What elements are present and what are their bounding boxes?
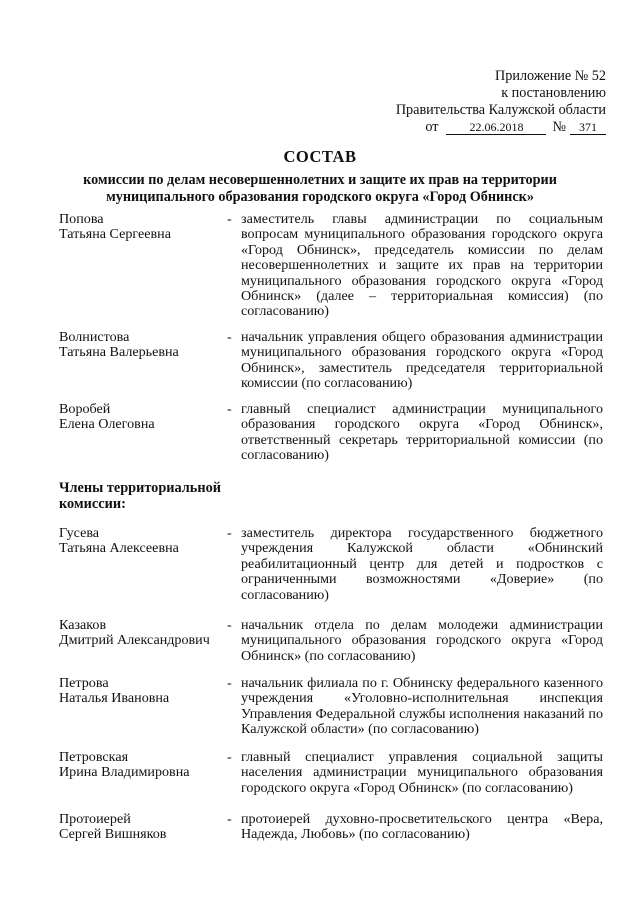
person-surname: Протоиерей [59,811,131,827]
person-name [59,676,224,707]
dash: - [227,525,232,541]
person-given-name: Дмитрий Александрович [59,632,210,649]
person-role: главный специалист администрации муниципального образования городского округа «Город Обнинск», ответственный секретарь территориальной комиссии (по согласованию) [241,401,603,464]
dash: - [227,211,232,227]
from-label: от [425,119,439,135]
members-heading: Члены территориальной комиссии: [59,480,221,512]
person-surname: Волнистова [59,329,130,345]
number-label: № [552,119,566,135]
person-given-name: Татьяна Алексеевна [59,540,179,557]
person-name [59,402,224,433]
person-surname: Гусева [59,525,100,541]
person-surname: Петровская [59,749,129,765]
dash: - [227,749,232,765]
person-role: начальник управления общего образования администрации муниципального образования городского округа «Город Обнинск», заместитель председателя территориальной комиссии (по согласованию) [241,329,603,392]
appendix-resolution: к постановлению [501,85,606,101]
person-surname: Воробей [59,401,111,417]
appendix-date-line [396,119,606,136]
person-given-name: Сергей Вишняков [59,826,167,843]
person-given-name: Татьяна Валерьевна [59,344,179,361]
person-name [59,812,224,843]
person-role: начальник филиала по г. Обнинску федерального казенного учреждения «Уголовно-исполнительная инспекция Управления Федеральной службы исполнения наказаний по Калужской области» (по согласованию) [241,675,603,738]
person-role: протоиерей духовно-просветительского центра «Вера, Надежда, Любовь» (по согласованию) [241,811,603,843]
person-surname: Казаков [59,617,107,633]
person-name [59,526,224,557]
document-title: СОСТАВ [283,147,357,166]
person-given-name: Ирина Владимировна [59,764,190,781]
appendix-header [396,68,606,136]
resolution-number: 371 [570,120,606,135]
resolution-date: 22.06.2018 [446,120,546,135]
dash: - [227,329,232,345]
document-title-block [0,147,640,206]
dash: - [227,811,232,827]
person-surname: Петрова [59,675,109,691]
person-role: начальник отдела по делам молодежи администрации муниципального образования городского округа «Город Обнинск» (по согласованию) [241,617,603,664]
person-given-name: Елена Олеговна [59,416,155,433]
dash: - [227,617,232,633]
person-name [59,618,224,649]
appendix-government: Правительства Калужской области [395,102,606,118]
person-name [59,212,224,243]
person-role: заместитель главы администрации по социальным вопросам муниципального образования городского округа «Город Обнинск», председатель комиссии по делам несовершеннолетних и защите их прав на территории муниципального образования городского округа «Город Обнинск» (далее – территориальная комиссия) (по согласованию) [241,211,603,320]
document-subtitle: комиссии по делам несовершеннолетних и защите их прав на территории муниципального образования городского округа «Город Обнинск» [83,172,557,205]
dash: - [227,401,232,417]
person-role: главный специалист управления социальной защиты населения администрации муниципального образования городского округа «Город Обнинск» (по согласованию) [241,749,603,796]
person-name [59,750,224,781]
person-name [59,330,224,361]
person-surname: Попова [59,211,104,227]
person-given-name: Татьяна Сергеевна [59,226,171,243]
person-given-name: Наталья Ивановна [59,690,170,707]
dash: - [227,675,232,691]
person-role: заместитель директора государственного бюджетного учреждения Калужской области «Обнинский реабилитационный центр для детей и подростков с ограниченными возможностями «Доверие» (по согласованию) [241,525,603,603]
appendix-number: Приложение № 52 [495,68,606,84]
